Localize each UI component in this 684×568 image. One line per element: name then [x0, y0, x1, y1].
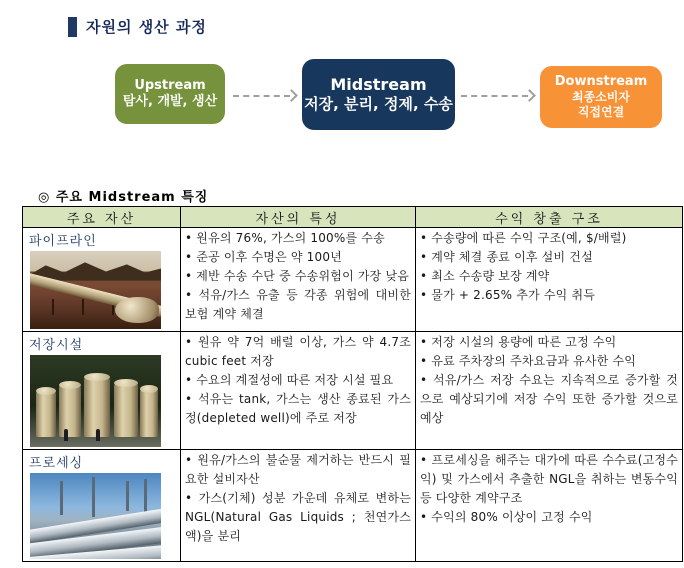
- asset-cell: [23, 450, 181, 562]
- features-cell: [181, 332, 416, 450]
- revenue-list: [420, 229, 678, 305]
- flow-arrow-icon: [461, 90, 535, 102]
- page-title: 자원의 생산 과정: [86, 18, 207, 36]
- asset-label: 파이프라인: [29, 234, 97, 249]
- feature-list: [185, 333, 411, 428]
- flow-box-midstream: [302, 59, 455, 130]
- feature-item: • 가스(기체) 성분 가운데 유체로 변하는 NGL(Natural Gas Liquids ; 천연가스액)을 분리: [185, 490, 411, 543]
- feature-list: [185, 229, 411, 324]
- feature-list: [185, 451, 411, 546]
- revenue-item: • 계약 체결 종료 이후 설비 건설: [420, 249, 593, 264]
- revenue-item: • 물가 + 2.65% 추가 수익 취득: [420, 287, 596, 302]
- revenue-cell: [416, 450, 683, 562]
- asset-label: 프로세싱: [29, 456, 84, 471]
- features-cell: [181, 450, 416, 562]
- flow-subtitle-line: 저장, 분리, 정제, 수송: [304, 95, 453, 114]
- feature-item: • 석유/가스 유출 등 각종 위험에 대비한 보험 계약 체결: [185, 287, 411, 321]
- revenue-cell: [416, 228, 683, 332]
- pipeline-photo: [30, 251, 161, 329]
- flow-box-subtitle: [302, 95, 455, 114]
- flow-box-upstream: [115, 64, 225, 124]
- flow-box-subtitle: [115, 94, 225, 110]
- revenue-list: [420, 451, 678, 527]
- midstream-table: [22, 206, 683, 562]
- table-row-pipeline: [23, 228, 683, 332]
- flow-box-title: Midstream: [330, 75, 427, 95]
- asset-label: 저장시설: [29, 338, 84, 353]
- page-header: [68, 16, 207, 37]
- col-header-feature: 자산의 특성: [181, 207, 416, 228]
- feature-item: • 준공 이후 수명은 약 100년: [185, 249, 342, 264]
- table-header-row: [23, 207, 683, 228]
- table-row-storage: [23, 332, 683, 450]
- feature-item: • 원유의 76%, 가스의 100%를 수송: [185, 231, 385, 245]
- revenue-cell: [416, 332, 683, 450]
- revenue-item: • 석유/가스 저장 수요는 지속적으로 증가할 것으로 예상되기에 저장 수익 또한 증가할 것으로 예상: [420, 372, 678, 425]
- feature-item: • 수요의 계절성에 따른 저장 시설 필요: [185, 372, 394, 387]
- section-heading: ◎ 주요 Midstream 특징: [38, 190, 209, 205]
- processing-photo: [30, 473, 161, 559]
- revenue-list: [420, 333, 678, 428]
- title-accent-bar-icon: [68, 17, 77, 37]
- storage-photo: [30, 355, 161, 447]
- col-header-asset: 주요 자산: [23, 207, 181, 228]
- flow-box-downstream: [540, 66, 662, 128]
- revenue-item: • 유료 주차장의 주차요금과 유사한 수익: [420, 353, 637, 368]
- feature-item: • 원유/가스의 불순물 제거하는 반드시 필요한 설비자산: [185, 453, 411, 486]
- feature-item: • 석유는 tank, 가스는 생산 종료된 가스정(depleted well)에 주로 저장: [185, 391, 411, 425]
- flow-subtitle-line: 탐사, 개발, 생산: [122, 94, 218, 109]
- asset-cell: [23, 332, 181, 450]
- revenue-item: • 프로세싱을 해주는 대가에 따른 수수료(고정수익) 및 가스에서 추출한 NGL을 취하는 변동수익 등 다양한 계약구조: [420, 453, 678, 505]
- revenue-item: • 저장 시설의 용량에 따른 고정 수익: [420, 335, 617, 349]
- feature-item: • 원유 약 7억 배럴 이상, 가스 약 4.7조 cubic feet 저장: [185, 335, 411, 368]
- flow-box-title: Upstream: [134, 77, 206, 93]
- col-header-revenue: 수익 창출 구조: [416, 207, 683, 228]
- flow-arrow-icon: [233, 90, 297, 102]
- revenue-item: • 최소 수송량 보장 계약: [420, 268, 550, 283]
- revenue-item: • 수익의 80% 이상이 고정 수익: [420, 509, 593, 524]
- flow-subtitle-line: 최종소비자: [572, 90, 630, 105]
- flow-box-subtitle: [540, 90, 662, 120]
- asset-cell: [23, 228, 181, 332]
- revenue-item: • 수송량에 따른 수익 구조(예, $/배럴): [420, 231, 627, 245]
- features-cell: [181, 228, 416, 332]
- feature-item: • 제반 수송 수단 중 수송위험이 가장 낮음: [185, 268, 410, 283]
- flow-box-title: Downstream: [554, 73, 648, 89]
- flow-subtitle-line: 직접연결: [577, 105, 625, 120]
- table-row-processing: [23, 450, 683, 562]
